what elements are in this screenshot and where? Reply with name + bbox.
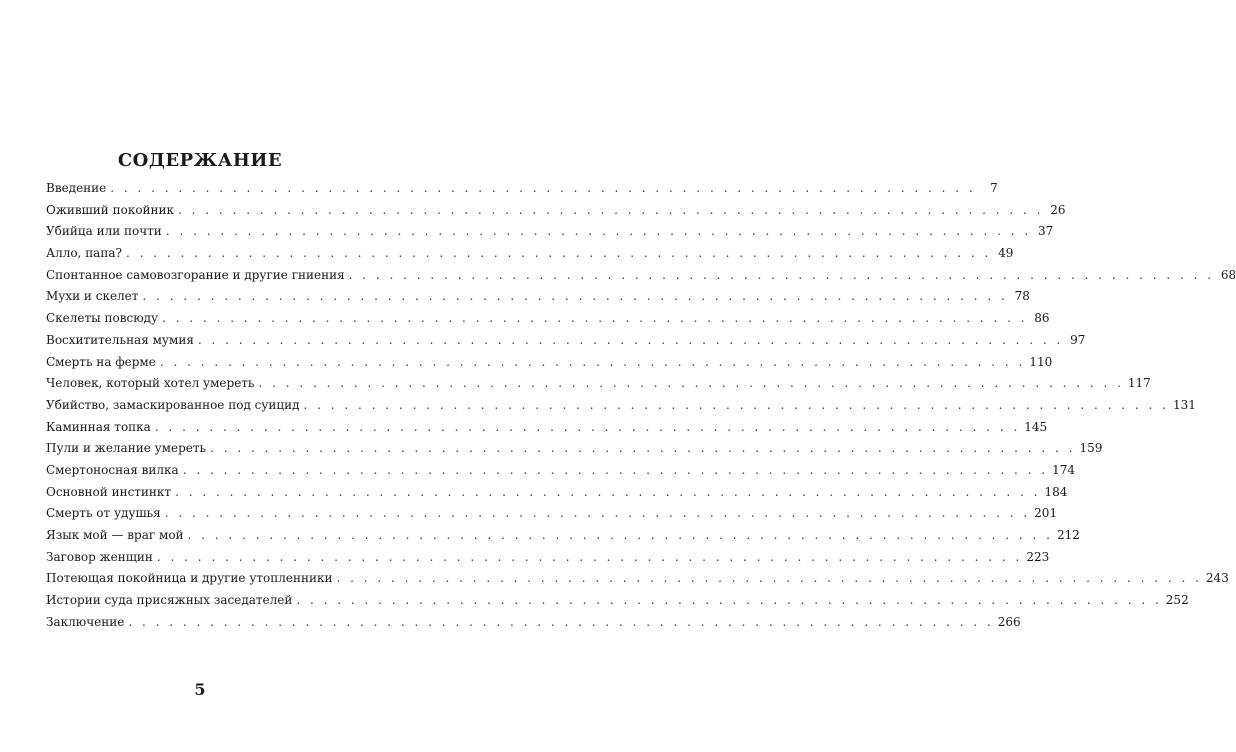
- toc-entry-title: Смертоносная вилка: [46, 462, 179, 477]
- toc-entry: [46, 352, 1053, 374]
- toc-entry: [46, 438, 1103, 460]
- toc-leader-dots: [165, 503, 1030, 525]
- toc-entry-title: Пули и желание умереть: [46, 441, 207, 456]
- toc-entry-page: 49: [998, 246, 1014, 261]
- toc-entry: [46, 547, 1050, 569]
- toc-entry: [46, 373, 1151, 395]
- toc-entry-title: Алло, папа?: [46, 246, 122, 261]
- toc-leader-dots: [183, 460, 1048, 482]
- toc-leader-dots: [162, 308, 1027, 330]
- toc-entry-title: Мухи и скелет: [46, 289, 139, 304]
- toc-entry-title: Заговор женщин: [46, 549, 153, 564]
- toc-entry-page: 243: [1205, 571, 1229, 586]
- toc-entry-title: Спонтанное самовозгорание и другие гниения: [46, 267, 345, 282]
- toc-leader-dots: [142, 286, 1007, 308]
- toc-entry-page: 159: [1079, 441, 1103, 456]
- toc-leader-dots: [210, 438, 1075, 460]
- toc-leader-dots: [258, 373, 1123, 395]
- toc-entry-page: 223: [1026, 549, 1050, 564]
- toc-entry-page: 7: [990, 181, 998, 195]
- toc-entry-page: 252: [1165, 593, 1189, 608]
- toc-entry-page: 174: [1052, 462, 1076, 477]
- toc-entry: [46, 460, 1076, 482]
- toc-entry-title: Введение: [46, 181, 107, 195]
- toc-entry-title: Каминная топка: [46, 419, 151, 434]
- toc-entry-page: 131: [1172, 397, 1196, 412]
- toc-leader-dots: [178, 200, 1043, 222]
- toc-entry-title: Убийца или почти: [46, 224, 162, 239]
- toc-entry-page: 117: [1127, 376, 1151, 391]
- toc-entry-page: 145: [1024, 419, 1048, 434]
- toc-entry: [46, 265, 1236, 287]
- toc-entry: [46, 503, 1058, 525]
- toc-entry: [46, 178, 998, 200]
- toc-leader-dots: [349, 265, 1214, 287]
- toc-entry: [46, 200, 1066, 222]
- toc-entry: [46, 395, 1196, 417]
- toc-heading: СОДЕРЖАНИЕ: [117, 150, 283, 171]
- toc-entry: [46, 286, 1030, 308]
- toc-entry-title: Смерть на ферме: [46, 354, 156, 369]
- toc-entry-title: Оживший покойник: [46, 202, 175, 217]
- toc-entry-page: 97: [1070, 332, 1086, 347]
- toc-entry-page: 266: [997, 614, 1021, 629]
- toc-leader-dots: [126, 243, 991, 265]
- toc-entry-title: Восхитительная мумия: [46, 332, 194, 347]
- toc-leader-dots: [198, 330, 1063, 352]
- toc-entry-page: 78: [1014, 289, 1030, 304]
- toc-leader-dots: [128, 612, 993, 634]
- toc-entry-page: 201: [1034, 506, 1058, 521]
- toc-entry: [46, 612, 1021, 634]
- toc-entry-page: 184: [1044, 484, 1068, 499]
- toc-entry: [46, 221, 1054, 243]
- toc-entry: [46, 243, 1014, 265]
- toc-entry-title: Основной инстинкт: [46, 484, 172, 499]
- toc-entry-page: 37: [1037, 224, 1054, 239]
- toc-leader-dots: [166, 221, 1031, 243]
- page-number: 5: [194, 680, 206, 699]
- toc-entry-page: 68: [1220, 267, 1236, 282]
- toc-entry-page: 212: [1056, 528, 1080, 542]
- toc-leader-dots: [296, 590, 1161, 612]
- toc-entry-title: Человек, который хотел умереть: [46, 376, 255, 391]
- toc-entry-title: Потеющая покойница и другие утопленники: [46, 571, 333, 586]
- toc-entry-title: Заключение: [46, 614, 125, 629]
- toc-entry: [46, 308, 1050, 330]
- toc-entry: [46, 568, 1229, 590]
- toc-leader-dots: [188, 525, 1053, 547]
- toc-entry: [46, 590, 1189, 612]
- toc-entry-title: Скелеты повсюду: [46, 311, 159, 326]
- toc-entry: [46, 417, 1048, 439]
- toc-entry-page: 26: [1050, 202, 1066, 217]
- toc-leader-dots: [160, 352, 1025, 374]
- toc-leader-dots: [110, 178, 975, 200]
- toc-entry-title: Убийство, замаскированное под суицид: [46, 397, 300, 412]
- table-of-contents: [46, 178, 1236, 633]
- toc-leader-dots: [304, 395, 1169, 417]
- toc-entry-title: Язык мой — враг мой: [46, 528, 184, 542]
- toc-entry-title: Смерть от удушья: [46, 506, 161, 521]
- toc-entry: [46, 525, 1080, 547]
- toc-entry-page: 110: [1029, 354, 1053, 369]
- toc-entry-title: Истории суда присяжных заседателей: [46, 593, 293, 608]
- toc-entry: [46, 482, 1068, 504]
- toc-leader-dots: [336, 568, 1201, 590]
- toc-entry-page: 86: [1034, 311, 1050, 326]
- toc-leader-dots: [175, 482, 1040, 504]
- toc-entry: [46, 330, 1086, 352]
- toc-leader-dots: [155, 417, 1020, 439]
- toc-leader-dots: [157, 547, 1022, 569]
